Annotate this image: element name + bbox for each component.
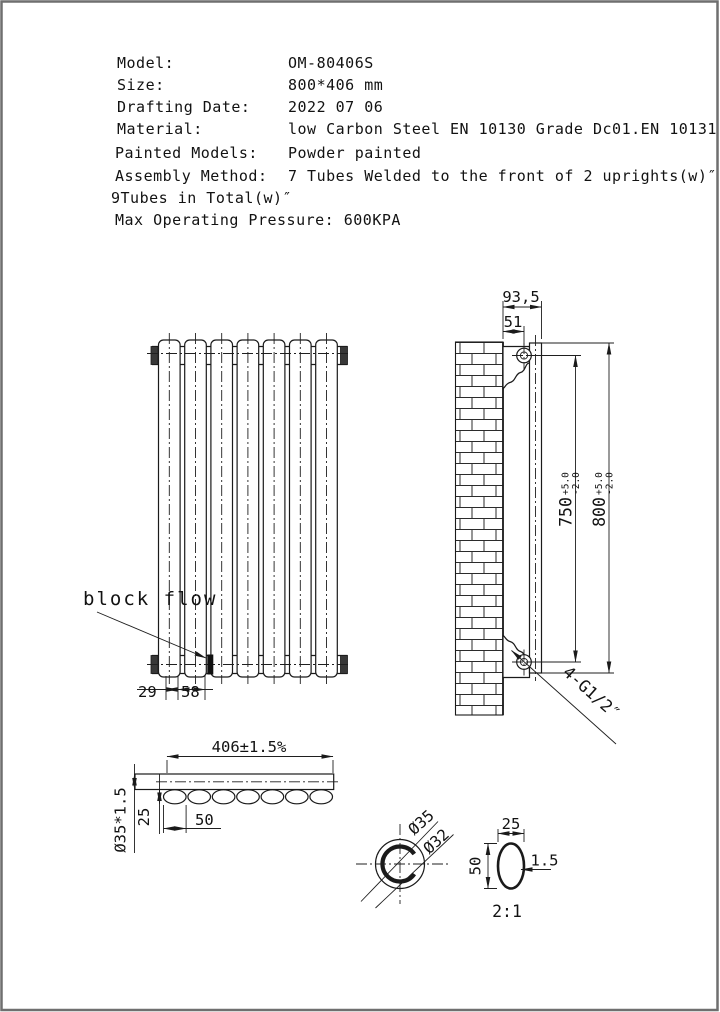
detail-scale: 2:1 xyxy=(492,902,522,921)
spec-value: Powder painted xyxy=(288,144,422,162)
spec-value: 800*406 mm xyxy=(288,76,384,94)
spec-value: 7 Tubes Welded to the front of 2 uprights(w)″ xyxy=(288,167,717,185)
block-flow-label: block flow xyxy=(83,588,218,610)
svg-text:+5.0: +5.0 xyxy=(594,472,605,495)
spec-value: OM-80406S xyxy=(288,54,374,72)
dim-406: 406±1.5% xyxy=(211,738,287,756)
wall-section xyxy=(456,342,504,715)
spec-label: Painted Models: xyxy=(115,144,258,162)
svg-text:800: 800 xyxy=(590,497,609,527)
svg-text:50: 50 xyxy=(466,856,485,876)
svg-text:+5.0: +5.0 xyxy=(560,472,572,495)
upright-end-tab xyxy=(341,347,348,365)
spec-value: low Carbon Steel EN 10130 Grade Dc01.EN 10131 xyxy=(288,120,717,138)
svg-text:-2.0: -2.0 xyxy=(604,472,616,495)
svg-text:750: 750 xyxy=(556,497,576,527)
spec-note: 9Tubes in Total(w)″ xyxy=(111,189,293,207)
svg-text:Ø32: Ø32 xyxy=(419,825,453,858)
block-flow-mark xyxy=(207,655,213,675)
svg-text:25: 25 xyxy=(135,807,153,827)
spec-pressure: Max Operating Pressure: 600KPA xyxy=(115,211,401,229)
svg-text:4-G1/2″: 4-G1/2″ xyxy=(559,662,624,723)
dim-upright-spec xyxy=(112,787,130,852)
dim-wall-1-5: 1.5 xyxy=(530,851,559,870)
dim-58: 58 xyxy=(181,683,200,701)
dim-25 xyxy=(135,808,153,827)
spec-label: Model: xyxy=(117,54,175,72)
upright-end-tab xyxy=(151,347,158,365)
svg-text:Ø35: Ø35 xyxy=(404,806,438,839)
dim-oval-50 xyxy=(467,857,485,876)
spec-value: 2022 07 06 xyxy=(288,98,384,116)
svg-text:-2.0: -2.0 xyxy=(571,472,582,495)
dim-oval-25: 25 xyxy=(501,815,521,833)
dim-93-5: 93,5 xyxy=(502,288,540,306)
spec-label: Material: xyxy=(117,120,203,138)
dim-29: 29 xyxy=(138,683,157,701)
svg-text:Ø35*1.5: Ø35*1.5 xyxy=(111,787,130,853)
dim-51: 51 xyxy=(503,313,523,331)
spec-label: Drafting Date: xyxy=(117,98,251,116)
spec-label: Size: xyxy=(117,76,165,94)
dim-50: 50 xyxy=(195,811,214,829)
spec-label: Assembly Method: xyxy=(115,167,268,185)
